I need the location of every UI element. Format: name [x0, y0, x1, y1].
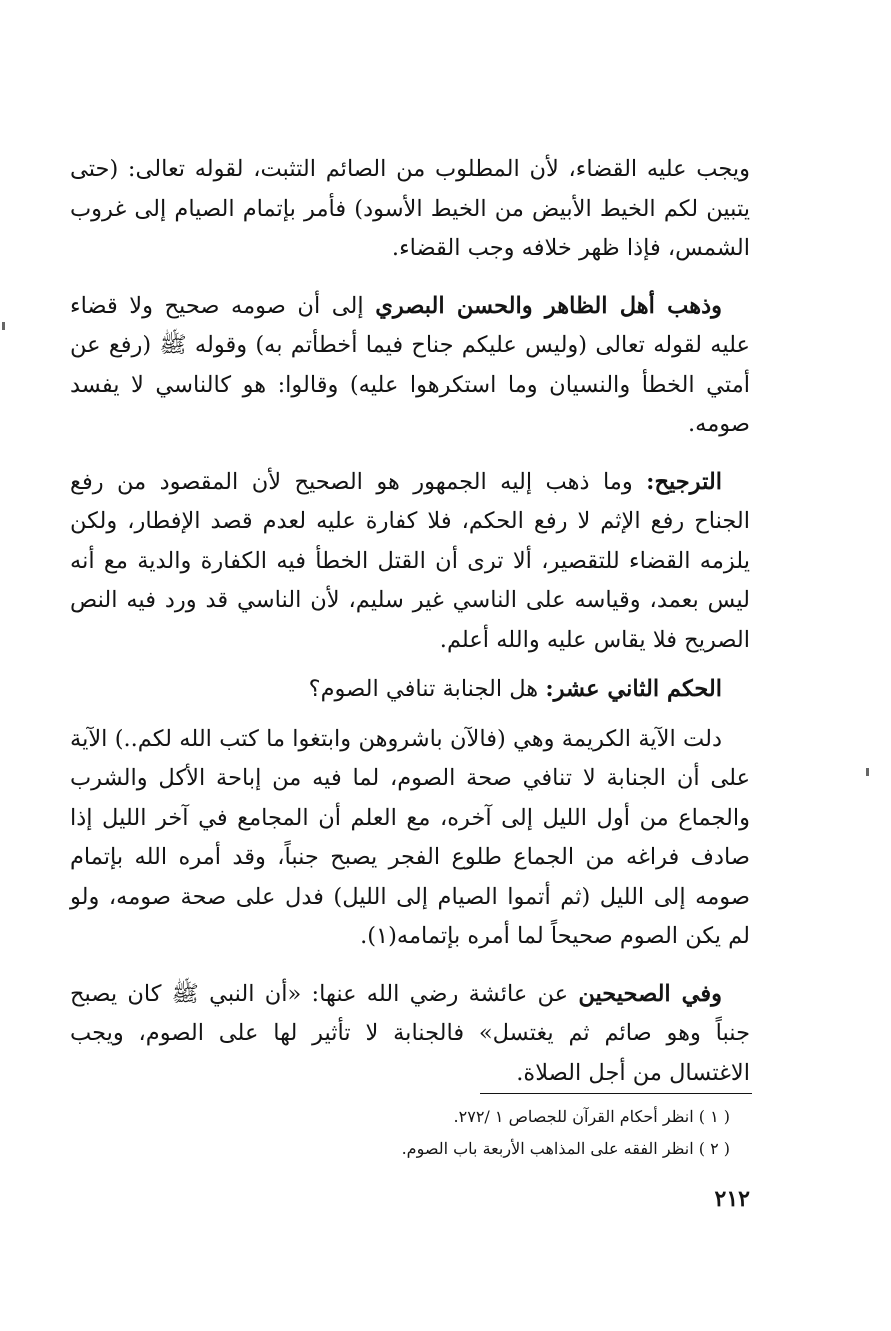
sahihayn-text: عن عائشة رضي الله عنها: «أن النبي ﷺ كان يصبح جنباً وهو صائم ثم يغتسل» فالجنابة لا تأثير لها على الصوم، ويجب الاغتسال من أجل الصلاة.: [70, 980, 750, 1086]
footnote-divider: [480, 1093, 752, 1094]
margin-mark: [2, 322, 5, 330]
paragraph-2: [70, 287, 750, 445]
section-heading-text: هل الجنابة تنافي الصوم؟: [308, 676, 546, 702]
janaba-text: دلت الآية الكريمة وهي (فالآن باشروهن وابتغوا ما كتب الله لكم..) الآية على أن الجنابة لا تنافي صحة الصوم، لما فيه من إباحة الأكل والشرب والجماع من أول الليل إلى آخره، مع العلم أن المجامع في آخر الليل إذا صادف فراغه من الجماع طلوع الفجر يصبح جنباً، وقد أمره الله بإتمام صومه إلى الليل (ثم أتموا الصيام إلى الليل) فدل على صحة صومه، ولو لم يكن الصوم صحيحاً لما أمره بإتمامه(١).: [70, 725, 750, 949]
paragraph-1: [70, 150, 750, 269]
paragraph-2-lead: وذهب أهل الظاهر والحسن البصري: [375, 292, 723, 319]
footnotes: [300, 1101, 730, 1165]
tarjih-lead: الترجيح:: [646, 468, 722, 495]
paragraph-tarjih: [70, 463, 750, 661]
section-heading: [70, 670, 750, 710]
paragraph-janaba: [70, 720, 750, 957]
footnote-2: ( ٢ ) انظر الفقه على المذاهب الأربعة باب الصوم.: [401, 1139, 730, 1158]
page-body: [70, 150, 750, 1093]
paragraph-2-text: إلى أن صومه صحيح ولا قضاء عليه لقوله تعالى (وليس عليكم جناح فيما أخطأتم به) وقوله ﷺ (رفع عن أمتي الخطأ والنسيان وما استكرهوا عليه) وقالوا: هو كالناسي لا يفسد صومه.: [70, 292, 750, 437]
paragraph-sahihayn: [70, 975, 750, 1094]
section-heading-lead: الحكم الثاني عشر:: [545, 676, 722, 702]
tarjih-text: وما ذهب إليه الجمهور هو الصحيح لأن المقصود من رفع الجناح رفع الإثم لا رفع الحكم، فلا كفارة عليه لعدم قصد الإفطار، ولكن يلزمه القضاء للتقصير، ألا ترى أن القتل الخطأ فيه الكفارة والدية مع أنه ليس بعمد، وقياسه على الناسي غير سليم، لأن الناسي قد ورد فيه النص الصريح فلا يقاس عليه والله أعلم.: [70, 468, 750, 653]
sahihayn-lead: وفي الصحيحين: [578, 980, 722, 1007]
page-number: ٢١٢: [714, 1186, 750, 1212]
footnote-1: ( ١ ) انظر أحكام القرآن للجصاص ١ /٢٧٢.: [453, 1107, 730, 1126]
margin-mark: [866, 768, 869, 776]
paragraph-1-text: ويجب عليه القضاء، لأن المطلوب من الصائم التثبت، لقوله تعالى: (حتى يتبين لكم الخيط الأبيض من الخيط الأسود) فأمر بإتمام الصيام إلى غروب الشمس، فإذا ظهر خلافه وجب القضاء.: [70, 156, 750, 261]
